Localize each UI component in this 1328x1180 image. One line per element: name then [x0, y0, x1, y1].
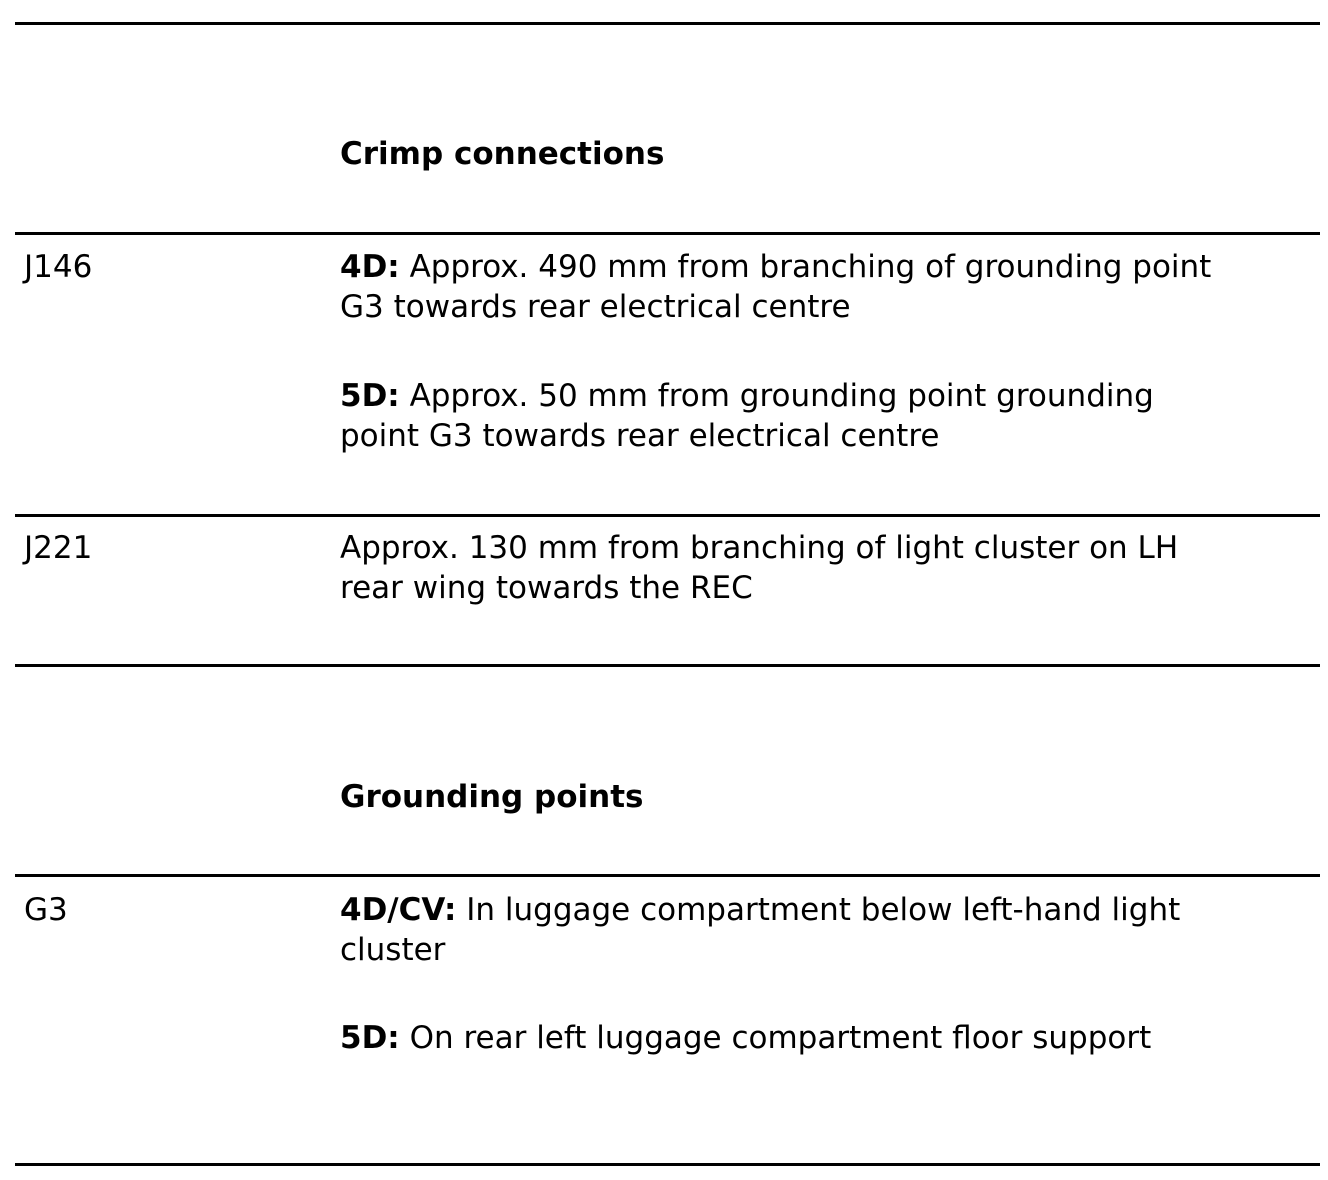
- divider-crimp-end: [15, 664, 1320, 667]
- j146-entry-4d-line-1: [340, 247, 1211, 287]
- g3-5d-description-1: On rear left luggage compartment floor support: [409, 1020, 1152, 1056]
- j146-5d-description-1: Approx. 50 mm from grounding point grounding: [409, 378, 1154, 414]
- g3-entry-5d-line-1: [340, 1018, 1151, 1058]
- variant-prefix-4d: 4D:: [340, 249, 400, 285]
- g3-4dcv-description-2: cluster: [340, 932, 446, 968]
- variant-prefix-4dcv: 4D/CV:: [340, 892, 457, 928]
- connection-code-j146: J146: [24, 249, 93, 285]
- j146-5d-description-2: point G3 towards rear electrical centre: [340, 418, 940, 454]
- divider-grounding-header: [15, 874, 1320, 877]
- divider-crimp-header: [15, 232, 1320, 235]
- divider-j146-j221: [15, 514, 1320, 517]
- j221-description-1: Approx. 130 mm from branching of light cluster on LH: [340, 530, 1179, 566]
- g3-entry-4dcv-line-1: [340, 890, 1180, 930]
- divider-top: [15, 22, 1320, 25]
- section-heading-grounding-points: Grounding points: [340, 779, 644, 815]
- variant-prefix-5d: 5D:: [340, 378, 400, 414]
- j146-4d-description-1: Approx. 490 mm from branching of grounding point: [409, 249, 1212, 285]
- g3-4dcv-description-1: In luggage compartment below left-hand light: [466, 892, 1181, 928]
- variant-prefix-5d: 5D:: [340, 1020, 400, 1056]
- grounding-code-g3: G3: [24, 892, 68, 928]
- j221-description-2: rear wing towards the REC: [340, 570, 753, 606]
- divider-bottom: [15, 1163, 1320, 1166]
- j146-4d-description-2: G3 towards rear electrical centre: [340, 289, 851, 325]
- section-heading-crimp-connections: Crimp connections: [340, 136, 665, 172]
- connection-code-j221: J221: [24, 530, 93, 566]
- j146-entry-5d-line-1: [340, 376, 1154, 416]
